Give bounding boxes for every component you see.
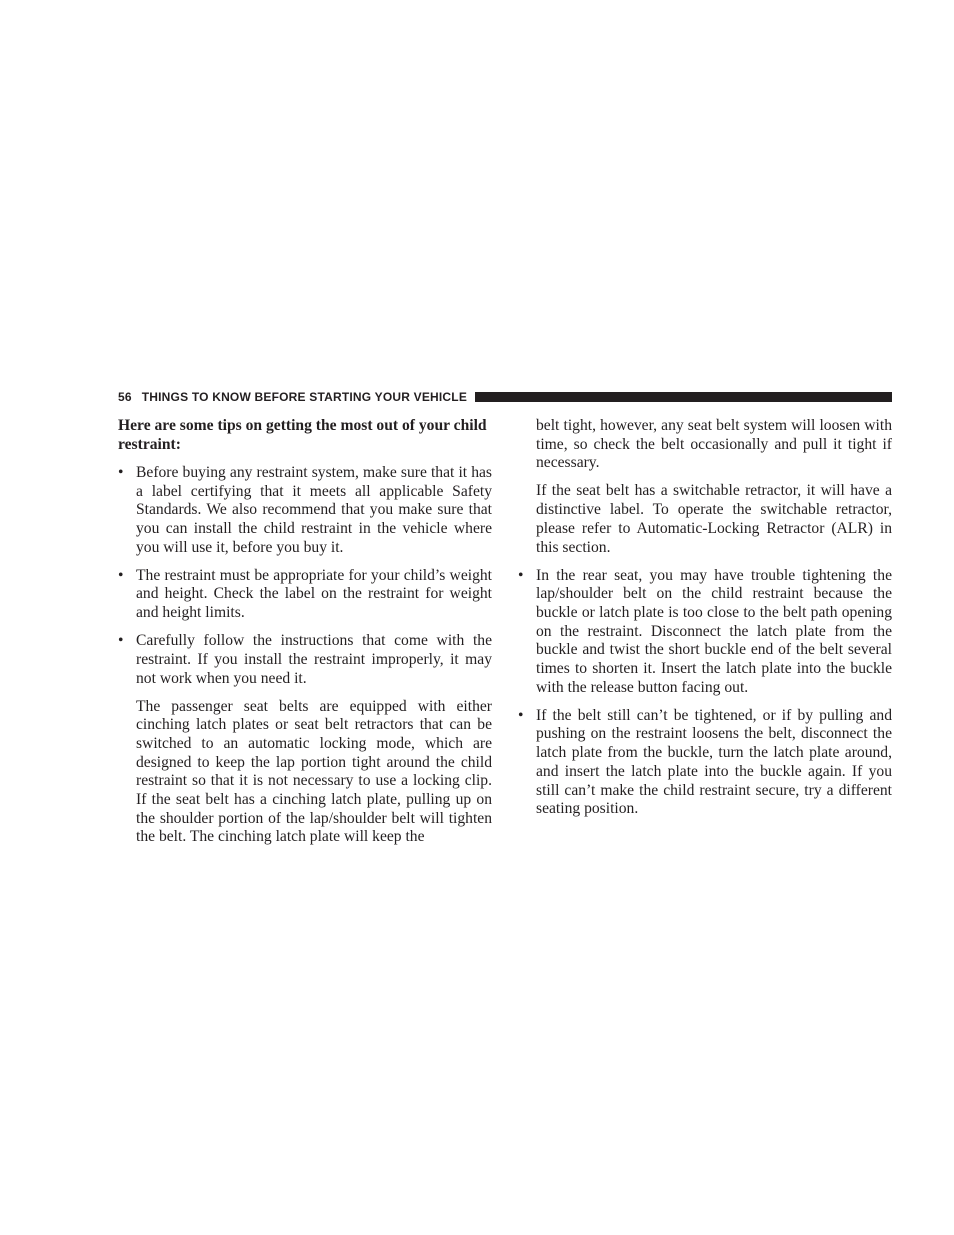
list-item-text: Carefully follow the instructions that come with the restraint. If you install the restraint improperly, it may not work when you need it. [136,632,492,687]
list-item [118,464,492,558]
body-paragraph: If the seat belt has a switchable retractor, it will have a distinctive label. To operate the switchable retractor, please refer to Automatic-Locking Retractor (ALR) in this section. [536,482,892,556]
list-item-text: If the belt still can’t be tightened, or if by pulling and pushing on the restraint loosens the belt, disconnect the latch plate from the buckle, turn the latch plate around, and insert the latch plate into the buckle again. If you still can’t make the child restraint secure, try a different seating position. [536,706,892,818]
bullet-icon: • [518,566,524,584]
list-item [118,567,492,623]
bullet-icon: • [118,632,124,650]
header-rule [475,392,892,402]
bullet-icon: • [118,566,124,584]
body-paragraph: belt tight, however, any seat belt system will loosen with time, so check the belt occasionally and pull it tight if necessary. [536,417,892,472]
left-column [118,417,492,856]
list-item-text: In the rear seat, you may have trouble tightening the lap/shoulder belt on the child restraint because the buckle or latch plate is too close to the belt path opening on the restraint. Disconnect the latch plate from the buckle and twist the short buckle end of the belt several times to shorten it. Insert the latch plate into the buckle with the release button facing out. [536,566,892,696]
section-title: THINGS TO KNOW BEFORE STARTING YOUR VEHICLE [141,390,468,404]
page-header [118,389,892,405]
intro-heading: Here are some tips on getting the most out of your child restraint: [118,417,487,453]
bullet-icon: • [118,463,124,481]
bullet-icon: • [518,706,524,724]
list-item [518,567,892,698]
tips-list-left [118,464,492,688]
page-number: 56 [118,390,132,404]
list-item-text: The restraint must be appropriate for your child’s weight and height. Check the label on the restraint for weight and height limits. [136,566,492,622]
tips-list-right [518,567,892,819]
right-column [518,417,892,828]
list-item [518,707,892,819]
body-paragraph: The passenger seat belts are equipped with either cinching latch plates or seat belt retractors that can be switched to an automatic locking mode, which are designed to keep the lap portion tight around the child restraint so that it is not necessary to use a locking clip. If the seat belt has a cinching latch plate, pulling up on the shoulder portion of the lap/shoulder belt will tighten the belt. The cinching latch plate will keep the [136,697,492,846]
list-item-text: Before buying any restraint system, make sure that it has a label certifying that it meets all applicable Safety Standards. We also recommend that you make sure that you can install the child restraint in the vehicle where you will use it, before you buy it. [136,463,492,556]
list-item [118,632,492,688]
